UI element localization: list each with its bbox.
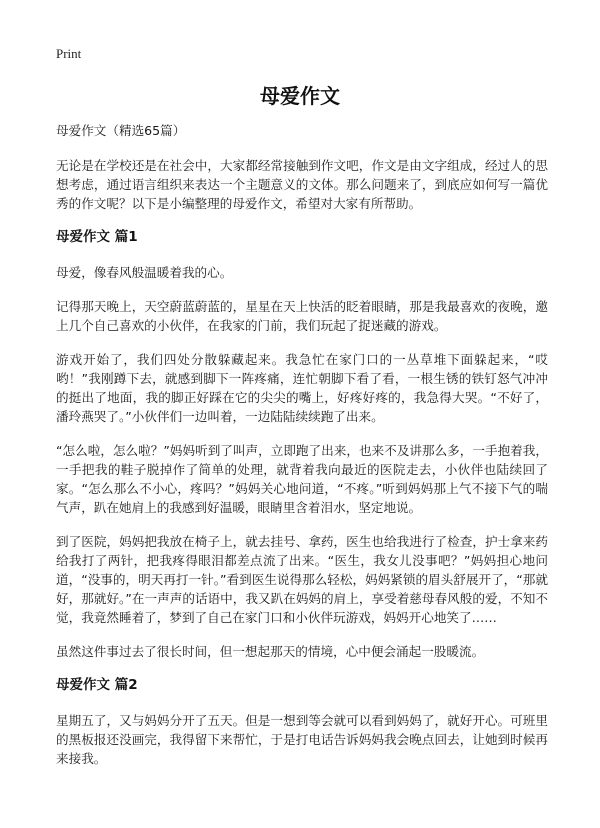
section-heading-1: 母爱作文 篇1 [56,229,138,245]
section-1-paragraph-1: 母爱，像春风般温暖着我的心。 [56,265,233,280]
section-1-paragraph-6: 虽然这件事过去了很长时间，但一想起那天的情境，心中便会涌起一股暖流。 [56,644,485,659]
section-1-paragraph-5: 到了医院，妈妈把我放在椅子上，就去挂号、拿药，医生也给我进行了检查，护士拿来药给我打了两针，把我疼得眼泪都差点流了出来。“医生，我女儿没事吧？”妈妈担心地问道，“没事的，明天再打一针。”看到医生说得那么轻松，妈妈紧锁的眉头舒展开了，“那就好，那就好。”在一声声的话语中，我又趴在妈妈的肩上，享受着慈母春风般的爱，不知不觉，我竟然睡着了，梦到了自己在家门口和小伙伴玩游戏，妈妈开心地笑了…… [56,534,548,625]
intro-paragraph: 无论是在学校还是在社会中，大家都经常接触到作文吧，作文是由文字组成，经过人的思想考虑，通过语言组织来表达一个主题意义的文体。那么问题来了，到底应如何写一篇优秀的作文呢？以下是小编整理的母爱作文，希望对大家有所帮助。 [56,158,548,211]
page-title: 母爱作文 [260,84,340,108]
section-heading-2: 母爱作文 篇2 [56,677,138,693]
section-2-paragraph-1: 星期五了，又与妈妈分开了五天。但是一想到等会就可以看到妈妈了，就好开心。可班里的黑板报还没画完，我得留下来帮忙，于是打电话告诉妈妈我会晚点回去，让她到时候再来接我。 [56,713,548,766]
section-1-paragraph-4: “怎么啦，怎么啦？”妈妈听到了叫声，立即跑了出来，也来不及讲那么多，一手抱着我，一手把我的鞋子脱掉作了简单的处理，就背着我向最近的医院走去，小伙伴也陆续回了家。“怎么那么不小心，疼吗？”妈妈关心地问道，“不疼。”听到妈妈那上气不接下气的喘气声，趴在她肩上的我感到好温暖，眼睛里含着泪水，坚定地说。 [56,443,548,515]
section-1-paragraph-2: 记得那天晚上，天空蔚蓝蔚蓝的，星星在天上快活的眨着眼睛，那是我最喜欢的夜晚，邀上几个自己喜欢的小伙伴，在我家的门前，我们玩起了捉迷藏的游戏。 [56,299,548,333]
article-body [56,121,548,783]
section-1-paragraph-3: 游戏开始了，我们四处分散躲藏起来。我急忙在家门口的一丛草堆下面躲起来，“哎哟！”我刚蹲下去，就感到脚下一阵疼痛，连忙朝脚下看了看，一根生锈的铁钉怒气冲冲的挺出了地面，我的脚正好踩在它的尖尖的嘴上，好疼好疼的，我急得大哭。“不好了，潘玲燕哭了。”小伙伴们一边叫着，一边陆陆续续跑了出来。 [56,352,548,424]
article-subtitle: 母爱作文（精选65篇） [56,123,186,138]
print-link[interactable]: Print [56,46,82,61]
